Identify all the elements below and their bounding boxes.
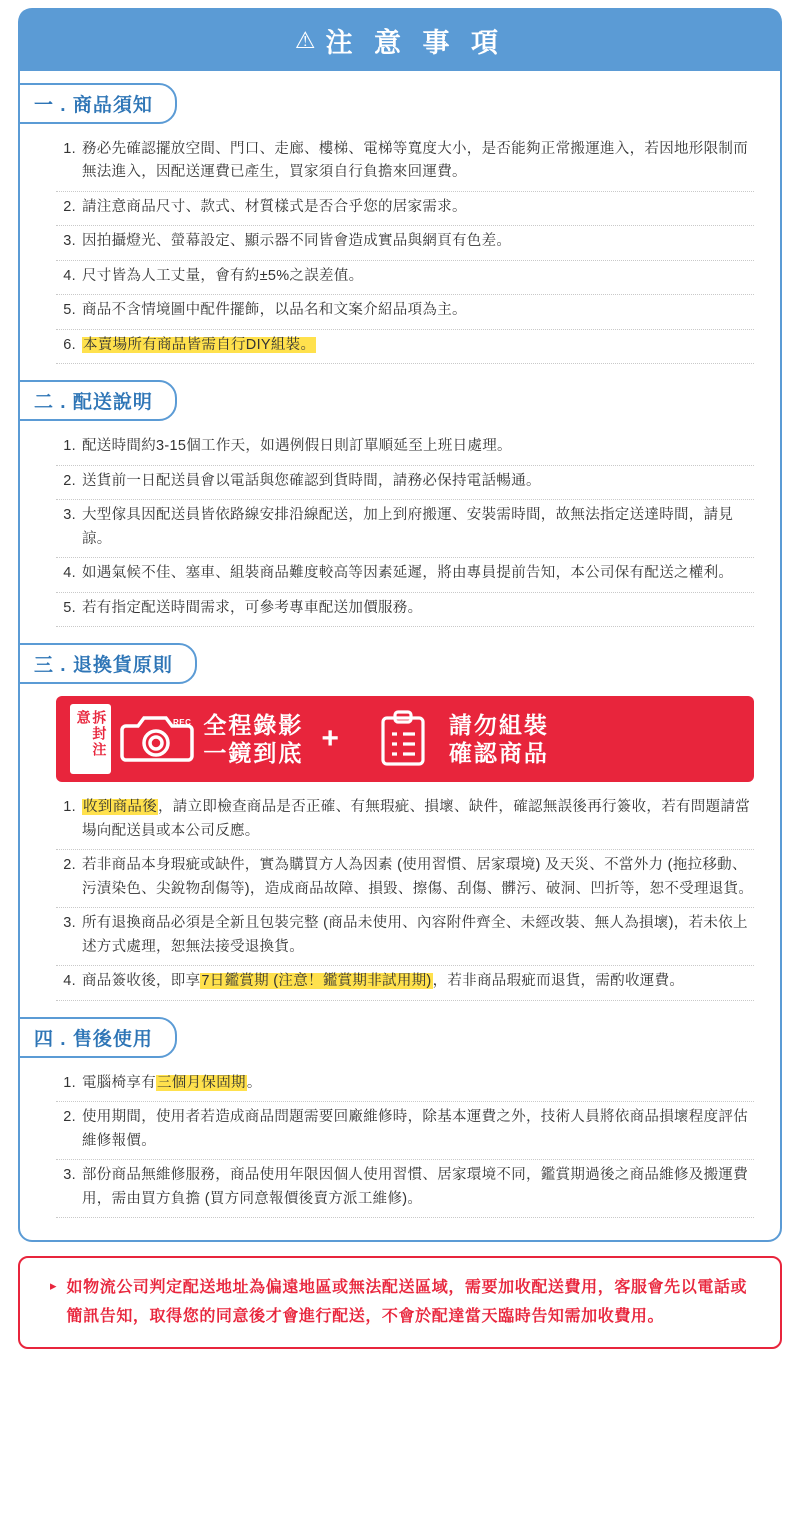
section-4-heading-wrap [20,1017,780,1058]
list-item-number: 5. [63,302,76,319]
bullet-arrow-icon: ▸ [50,1278,57,1294]
list-item-text: 請注意商品尺寸、款式、材質樣式是否合乎您的居家需求。 [82,198,467,215]
list-item-text: 配送時間約3-15個工作天，如遇例假日則訂單順延至上班日處理。 [82,438,512,455]
unboxing-tag-label: 拆封注意 [70,704,111,774]
list-item [56,226,754,260]
section-heading-returns: 三 . 退換貨原則 [18,643,197,684]
section-1-heading-wrap [20,83,780,124]
section-2-heading-wrap [20,380,780,421]
list-item-number: 5. [63,599,76,616]
remote-area-fee-text: 如物流公司判定配送地址為偏遠地區或無法配送區域，需要加收配送費用，客服會先以電話或簡訊告知，取得您的同意後才會進行配送，不會於配達當天臨時告知需加收費用。 [66,1279,748,1325]
section-heading-product-notes: 一 . 商品須知 [18,83,177,124]
list-item-number: 4. [63,973,76,990]
unboxing-warning-banner [56,696,754,782]
plus-symbol: + [321,722,339,756]
list-item-number: 1. [63,1074,76,1091]
list-item-number: 2. [63,198,76,215]
section-3-list [20,792,780,1000]
list-item-number: 2. [63,472,76,489]
list-item-text: 務必先確認擺放空間、門口、走廊、樓梯、電梯等寬度大小，是否能夠正常搬運進入，若因地形限制而無法進入，因配送運費已產生，買家須自行負擔來回運費。 [82,141,748,181]
rec-label: REC [172,718,192,728]
list-item-text: 因拍攝燈光、螢幕設定、顯示器不同皆會造成實品與網頁有色差。 [82,233,512,250]
list-item [56,295,754,329]
do-not-assemble-text [449,711,549,769]
list-item-text: 商品不含情境圖中配件擺飾，以品名和文案介紹品項為主。 [82,302,467,319]
list-item-number: 1. [63,799,76,816]
list-item-text: 收到商品後，請立即檢查商品是否正確、有無瑕疵、損壞、缺件，確認無誤後再行簽收，若有問題請當場向配送員或本公司反應。 [82,799,750,839]
list-item-number: 6. [63,336,76,353]
record-video-text [203,711,303,769]
list-item [56,850,754,908]
section-heading-after-sales: 四 . 售後使用 [18,1017,177,1058]
record-video-line2: 一鏡到底 [203,740,304,767]
list-item [56,330,754,364]
list-item [56,500,754,558]
section-2-list [20,431,780,627]
list-item-text: 使用期間，使用者若造成商品問題需要回廠維修時，除基本運費之外，技術人員將依商品損壞程度評估維修報價。 [82,1109,748,1149]
highlighted-phrase: 三個月保固期 [157,1074,246,1091]
list-item [56,466,754,500]
list-item-number: 2. [63,857,76,874]
section-heading-delivery: 二 . 配送說明 [18,380,177,421]
record-video-line1: 全程錄影 [203,711,304,738]
section-4-list [20,1068,780,1218]
list-item-text: 所有退換商品必須是全新且包裝完整 (商品未使用、內容附件齊全、未經改裝、無人為損壞)，若未依上述方式處理，恕無法接受退換貨。 [82,915,748,955]
list-item [56,1160,754,1218]
remote-area-fee-notice [18,1256,782,1349]
highlighted-phrase: 收到商品後 [83,799,157,816]
list-item [56,192,754,226]
list-item-text: 若有指定配送時間需求，可參考專車配送加價服務。 [82,599,423,616]
list-item [56,431,754,465]
banner-inner [295,21,505,60]
list-item-text: 商品簽收後，即享7日鑑賞期 (注意！鑑賞期非試用期)，若非商品瑕疵而退貨，需酌收運費。 [82,973,685,990]
list-item-text: 尺寸皆為人工丈量，會有約±5%之誤差值。 [82,267,364,284]
list-item-number: 3. [63,915,76,932]
list-item [56,966,754,1000]
page-title: 注 意 事 項 [325,27,506,58]
list-item-text: 部份商品無維修服務，商品使用年限因個人使用習慣、居家環境不同，鑑賞期過後之商品維修及搬運費用，需由買方負擔 (買方同意報價後賣方派工維修)。 [82,1167,748,1207]
list-item-number: 4. [63,565,76,582]
list-item-number: 4. [63,267,76,284]
list-item-number: 3. [63,507,76,524]
do-not-assemble-line2: 確認商品 [448,740,549,767]
list-item [56,1102,754,1160]
list-item-number: 3. [63,233,76,250]
warning-triangle-icon: ⚠ [294,26,316,53]
list-item-number: 1. [63,141,76,157]
do-not-assemble-line1: 請勿組裝 [448,711,549,738]
list-item [56,1068,754,1102]
list-item-text: 送貨前一日配送員會以電話與您確認到貨時間，請務必保持電話暢通。 [82,472,541,489]
list-item [56,593,754,627]
list-item-text: 電腦椅享有三個月保固期。 [82,1074,262,1091]
section-3-heading-wrap [20,643,780,684]
list-item [56,134,754,192]
list-item-text: 若非商品本身瑕疵或缺件，實為購買方人為因素 (使用習慣、居家環境) 及天災、不當外力 (拖拉移動、污漬染色、尖銳物刮傷等)，造成商品故障、損毀、擦傷、刮傷、髒污、破洞、凹折等，恕不受理退貨。 [82,857,754,897]
section-1-list [20,134,780,364]
list-item-text-highlighted: 本賣場所有商品皆需自行DIY組裝。 [83,336,316,353]
page-header-banner [19,9,781,71]
camera-icon [111,712,203,766]
list-item-number: 2. [63,1109,76,1126]
list-item [56,558,754,592]
list-item [56,261,754,295]
list-item-text: 大型傢具因配送員皆依路線安排沿線配送，加上到府搬運、安裝需時間，故無法指定送達時間，請見諒。 [82,507,734,547]
list-item [56,792,754,850]
list-item-number: 1. [63,438,76,455]
list-item-text: 如遇氣候不佳、塞車、組裝商品難度較高等因素延遲，將由專員提前告知，本公司保有配送之權利。 [82,565,734,582]
notice-card [18,8,782,1242]
highlighted-phrase: 7日鑑賞期 (注意！鑑賞期非試用期) [201,973,432,990]
clipboard-checklist-icon [357,710,449,768]
list-item-number: 3. [63,1167,76,1184]
list-item [56,908,754,966]
